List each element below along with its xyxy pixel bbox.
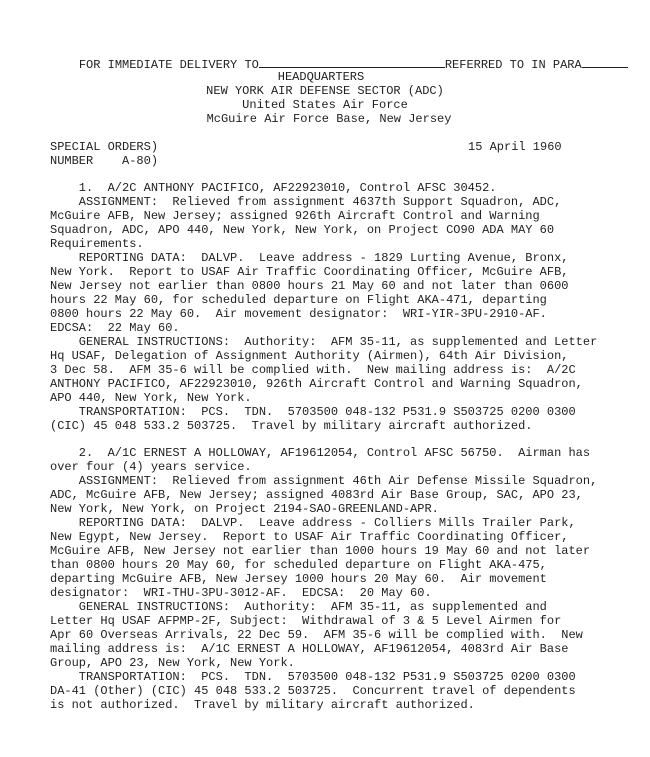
paragraph-line: 1. A/2C ANTHONY PACIFICO, AF22923010, Control AFSC 30452. xyxy=(50,181,497,195)
paragraph-line: APO 440, New York, New York. xyxy=(50,391,252,405)
paragraph-line: 3 Dec 58. AFM 35-6 will be complied with. New mailing address is: A/2C xyxy=(50,363,576,377)
paragraph-line: Apr 60 Overseas Arrivals, 22 Dec 59. AFM 35-6 will be complied with. New xyxy=(50,628,583,642)
delivery-label: FOR IMMEDIATE DELIVERY TO xyxy=(78,58,259,72)
paragraph-line: Squadron, ADC, APO 440, New York, New York, on Project CO90 ADA MAY 60 xyxy=(50,223,555,237)
header-line-4: McGuire Air Force Base, New Jersey xyxy=(206,112,452,126)
header-line-2: NEW YORK AIR DEFENSE SECTOR (ADC) xyxy=(206,84,444,98)
paragraph-line: 2. A/1C ERNEST A HOLLOWAY, AF19612054, Control AFSC 56750. Airman has xyxy=(50,446,591,460)
header-line-3: United States Air Force xyxy=(242,98,408,112)
paragraph-line: Requirements. xyxy=(50,237,144,251)
paragraph-line: ANTHONY PACIFICO, AF22923010, 926th Aircraft Control and Warning Squadron, xyxy=(50,377,583,391)
header-line-1: HEADQUARTERS xyxy=(277,70,365,84)
paragraph-line: ADC, McGuire AFB, New Jersey; assigned 4083rd Air Base Group, SAC, APO 23, xyxy=(50,488,583,502)
paragraph-line: McGuire AFB, New Jersey not earlier than 1000 hours 19 May 60 and not later xyxy=(50,544,591,558)
paragraph-line: New York, New York, on Project 2194-SAO-GREENLAND-APR. xyxy=(50,502,439,516)
paragraph-line: Group, APO 23, New York, New York. xyxy=(50,656,295,670)
paragraph-line: McGuire AFB, New Jersey; assigned 926th Aircraft Control and Warning xyxy=(50,209,540,223)
paragraph-line: Letter Hq USAF AFPMP-2F, Subject: Withdrawal of 3 & 5 Level Airmen for xyxy=(50,614,562,628)
paragraph-line: is not authorized. Travel by military aircraft authorized. xyxy=(50,698,475,712)
paragraph-line: Hq USAF, Delegation of Assignment Authority (Airmen), 64th Air Division, xyxy=(50,349,569,363)
paragraph-line: mailing address is: A/1C ERNEST A HOLLOWAY, AF19612054, 4083rd Air Base xyxy=(50,642,569,656)
paragraph-line: TRANSPORTATION: PCS. TDN. 5703500 048-132 P531.9 S503725 0200 0300 xyxy=(50,405,576,419)
paragraph-line: GENERAL INSTRUCTIONS: Authority: AFM 35-11, as supplemented and Letter xyxy=(50,335,598,349)
paragraph-line: over four (4) years service. xyxy=(50,460,252,474)
paragraph-line: EDCSA: 22 May 60. xyxy=(50,321,180,335)
paragraph-line: New Jersey not earlier than 0800 hours 21 May 60 and not later than 0600 xyxy=(50,279,569,293)
paragraph-line: New Egypt, New Jersey. Report to USAF Air Traffic Coordinating Officer, xyxy=(50,530,569,544)
paragraph-line: than 0800 hours 20 May 60, for scheduled departure on Flight AKA-475, xyxy=(50,558,547,572)
paragraph-line: departing McGuire AFB, New Jersey 1000 hours 20 May 60. Air movement xyxy=(50,572,547,586)
referred-label: REFERRED TO IN PARA xyxy=(444,58,582,72)
paragraph-line: designator: WRI-THU-3PU-3012-AF. EDCSA: 20 May 60. xyxy=(50,586,432,600)
referred-blank xyxy=(582,56,628,68)
paragraph-line: GENERAL INSTRUCTIONS: Authority: AFM 35-11, as supplemented and xyxy=(50,600,547,614)
paragraph-line: REPORTING DATA: DALVP. Leave address - Colliers Mills Trailer Park, xyxy=(50,516,576,530)
paragraph-line: ASSIGNMENT: Relieved from assignment 46th Air Defense Missile Squadron, xyxy=(50,474,598,488)
orders-number: NUMBER A-80) xyxy=(50,154,159,168)
delivery-blank xyxy=(259,56,445,68)
paragraph-line: hours 22 May 60, for scheduled departure on Flight AKA-471, departing xyxy=(50,293,547,307)
paragraph-line: REPORTING DATA: DALVP. Leave address - 1829 Lurting Avenue, Bronx, xyxy=(50,251,569,265)
paragraph-line: New York. Report to USAF Air Traffic Coordinating Officer, McGuire AFB, xyxy=(50,265,569,279)
orders-date: 15 April 1960 xyxy=(468,140,562,154)
paragraph-line: 0800 hours 22 May 60. Air movement designator: WRI-YIR-3PU-2910-AF. xyxy=(50,307,547,321)
paragraph-line: ASSIGNMENT: Relieved from assignment 4637th Support Squadron, ADC, xyxy=(50,195,562,209)
paragraph-line: (CIC) 45 048 533.2 503725. Travel by military aircraft authorized. xyxy=(50,419,533,433)
paragraph-line: TRANSPORTATION: PCS. TDN. 5703500 048-132 P531.9 S503725 0200 0300 xyxy=(50,670,576,684)
special-orders-label: SPECIAL ORDERS) xyxy=(50,140,159,154)
paragraph-line: DA-41 (Other) (CIC) 45 048 533.2 503725. Concurrent travel of dependents xyxy=(50,684,576,698)
